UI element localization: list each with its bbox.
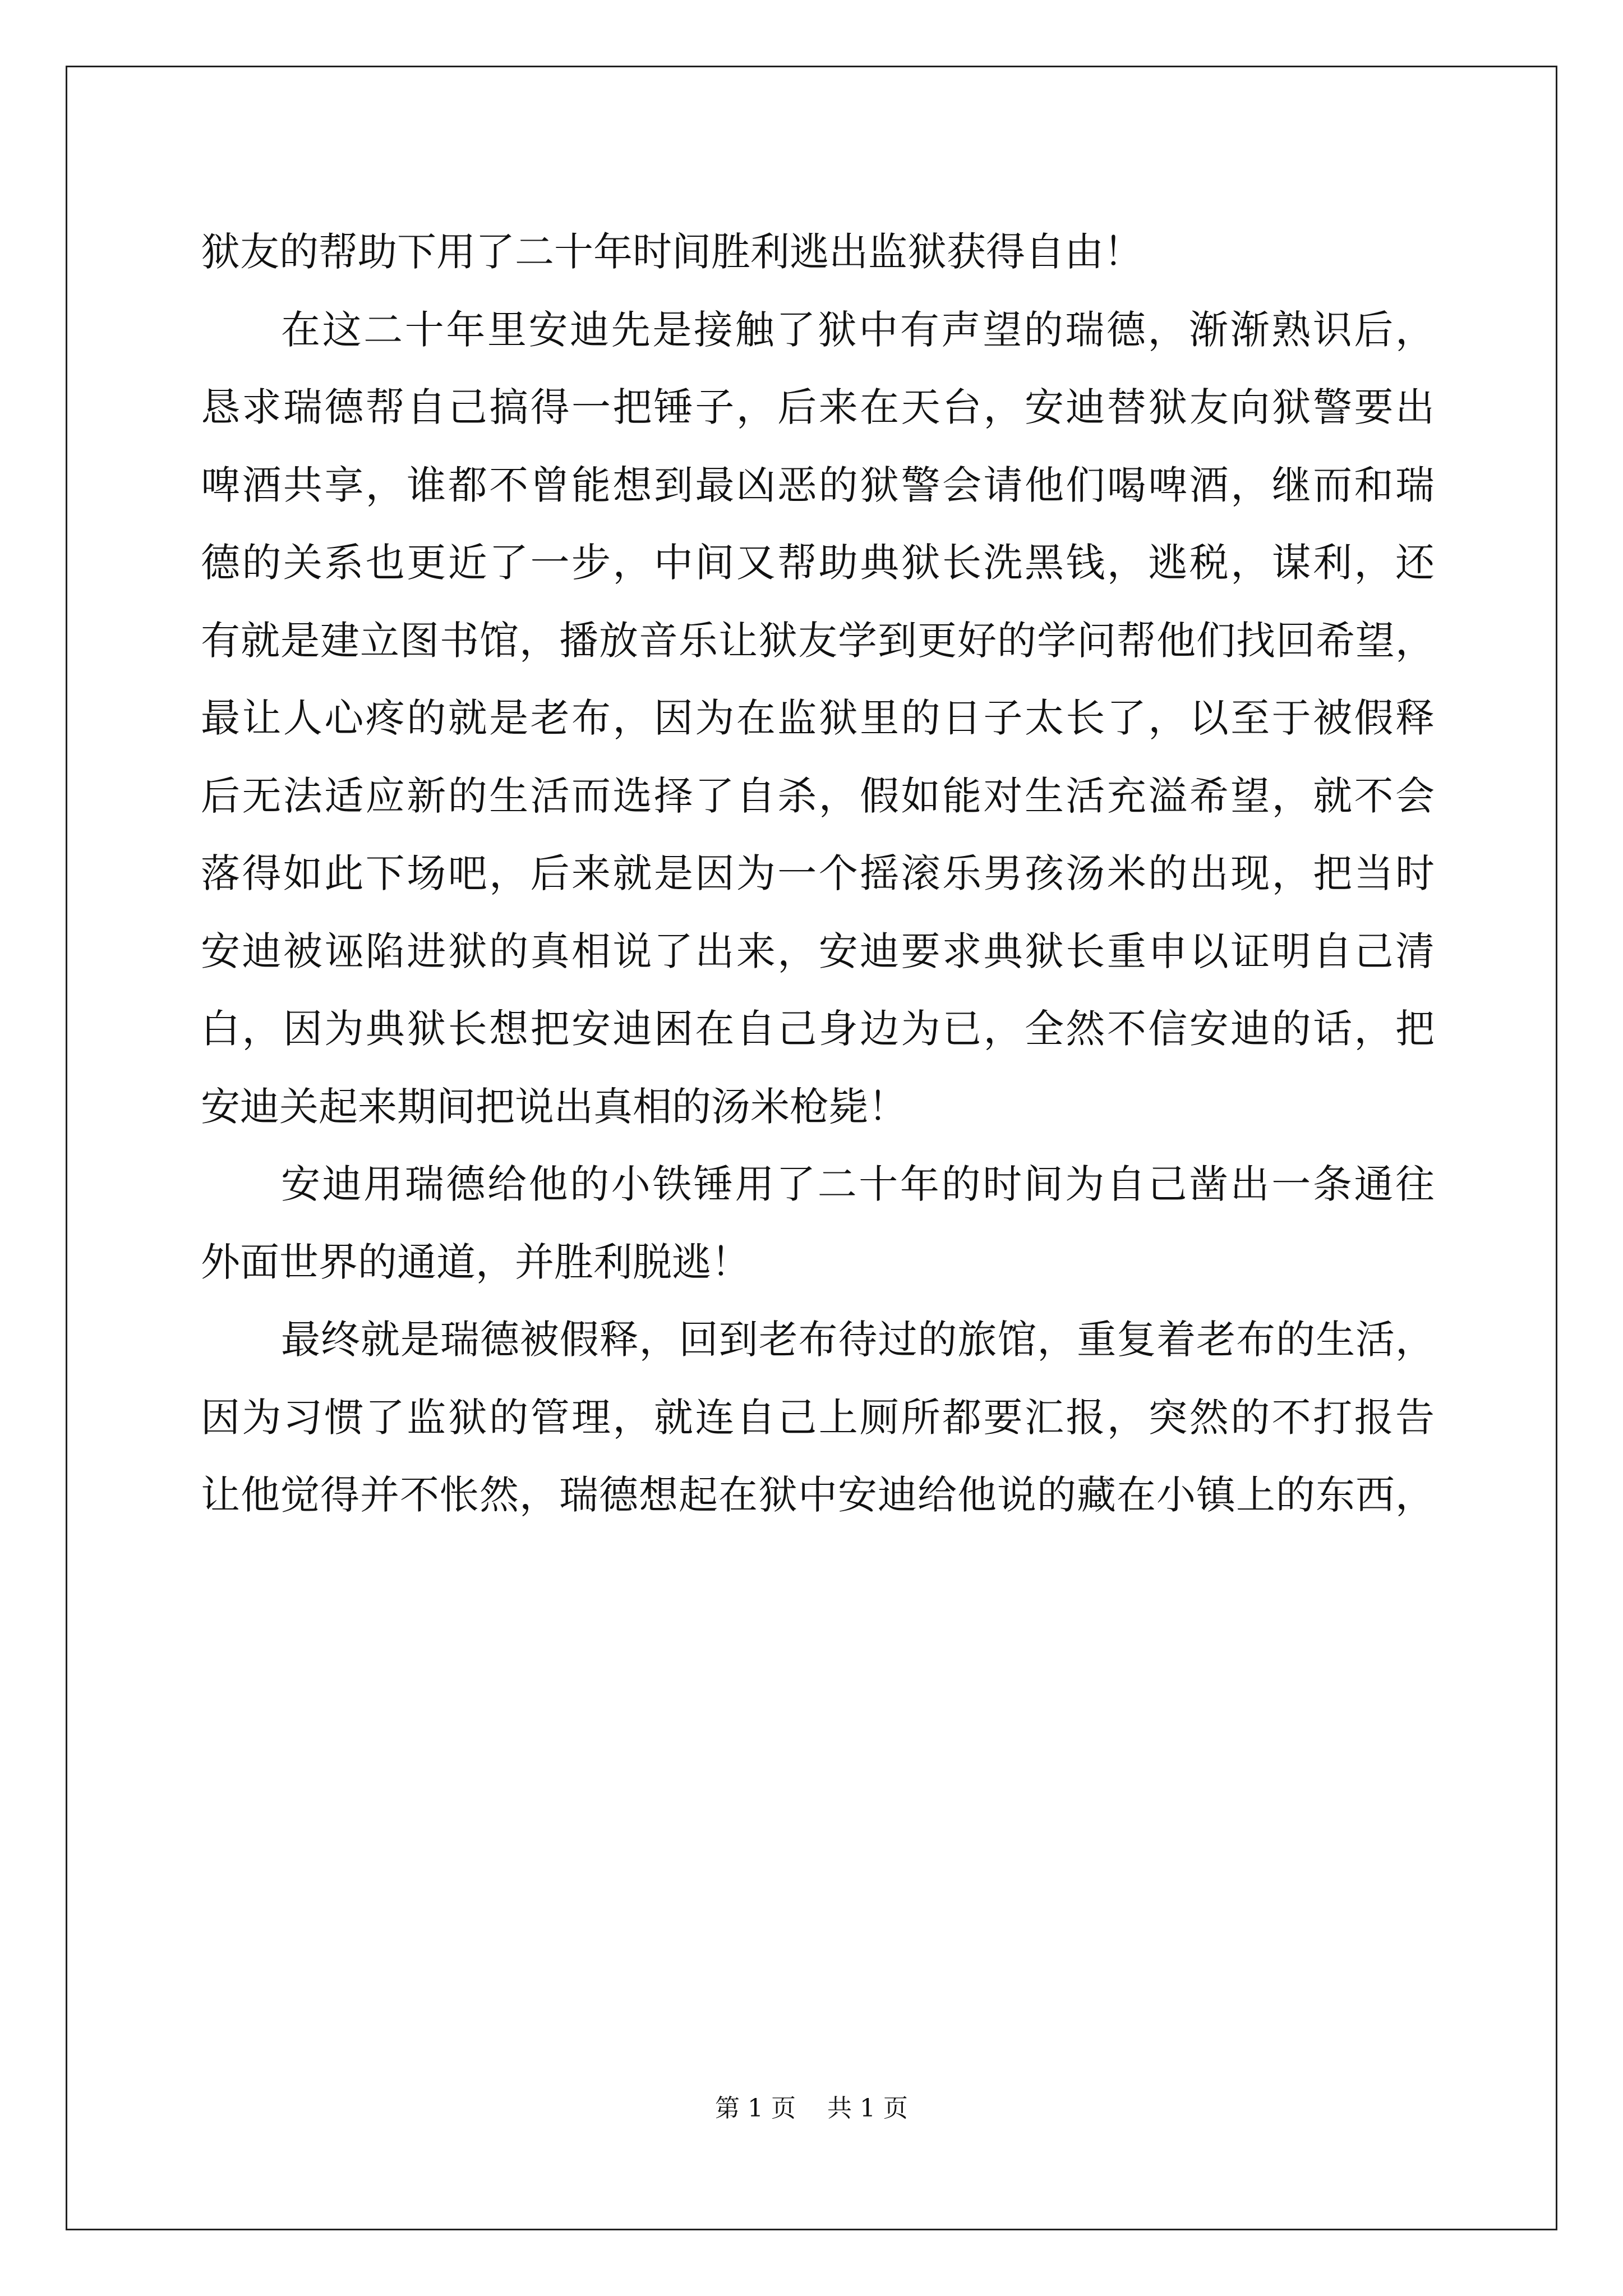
page-number: 第 1 页	[715, 2094, 796, 2123]
text-line: 安迪用瑞德给他的小铁锤用了二十年的时间为自己凿出一条通往	[281, 1161, 1435, 1207]
text-line: 恳求瑞德帮自己搞得一把锤子，后来在天台，安迪替狱友向狱警要出	[201, 384, 1435, 430]
text-line: 狱友的帮助下用了二十年时间胜利逃出监狱获得自由！	[201, 229, 1143, 275]
text-line: 后无法适应新的生活而选择了自杀，假如能对生活充溢希望，就不会	[201, 772, 1435, 819]
text-line: 啤酒共享，谁都不曾能想到最凶恶的狱警会请他们喝啤酒，继而和瑞	[201, 462, 1435, 508]
text-line: 有就是建立图书馆，播放音乐让狱友学到更好的学问帮他们找回希望，	[201, 617, 1435, 664]
text-line: 最让人心疼的就是老布，因为在监狱里的日子太长了，以至于被假释	[201, 695, 1435, 741]
text-line: 安迪关起来期间把说出真相的汤米枪毙！	[201, 1083, 907, 1130]
page-total: 共 1 页	[827, 2094, 908, 2123]
page-footer	[0, 2088, 1623, 2124]
text-line: 最终就是瑞德被假释，回到老布待过的旅馆，重复着老布的生活，	[281, 1317, 1435, 1363]
text-line: 在这二十年里安迪先是接触了狱中有声望的瑞德，渐渐熟识后，	[281, 306, 1435, 353]
text-line: 让他觉得并不怅然，瑞德想起在狱中安迪给他说的藏在小镇上的东西，	[201, 1472, 1435, 1518]
text-line: 外面世界的通道，并胜利脱逃！	[201, 1239, 750, 1285]
text-line: 白，因为典狱长想把安迪困在自己身边为已，全然不信安迪的话，把	[201, 1006, 1435, 1052]
text-line: 安迪被诬陷进狱的真相说了出来，安迪要求典狱长重申以证明自己清	[201, 928, 1435, 974]
text-line: 德的关系也更近了一步，中间又帮助典狱长洗黑钱，逃税，谋利，还	[201, 540, 1435, 586]
document-body	[201, 213, 1435, 1534]
text-line: 因为习惯了监狱的管理，就连自己上厕所都要汇报，突然的不打报告	[201, 1394, 1435, 1441]
text-line: 落得如此下场吧，后来就是因为一个摇滚乐男孩汤米的出现，把当时	[201, 850, 1435, 896]
